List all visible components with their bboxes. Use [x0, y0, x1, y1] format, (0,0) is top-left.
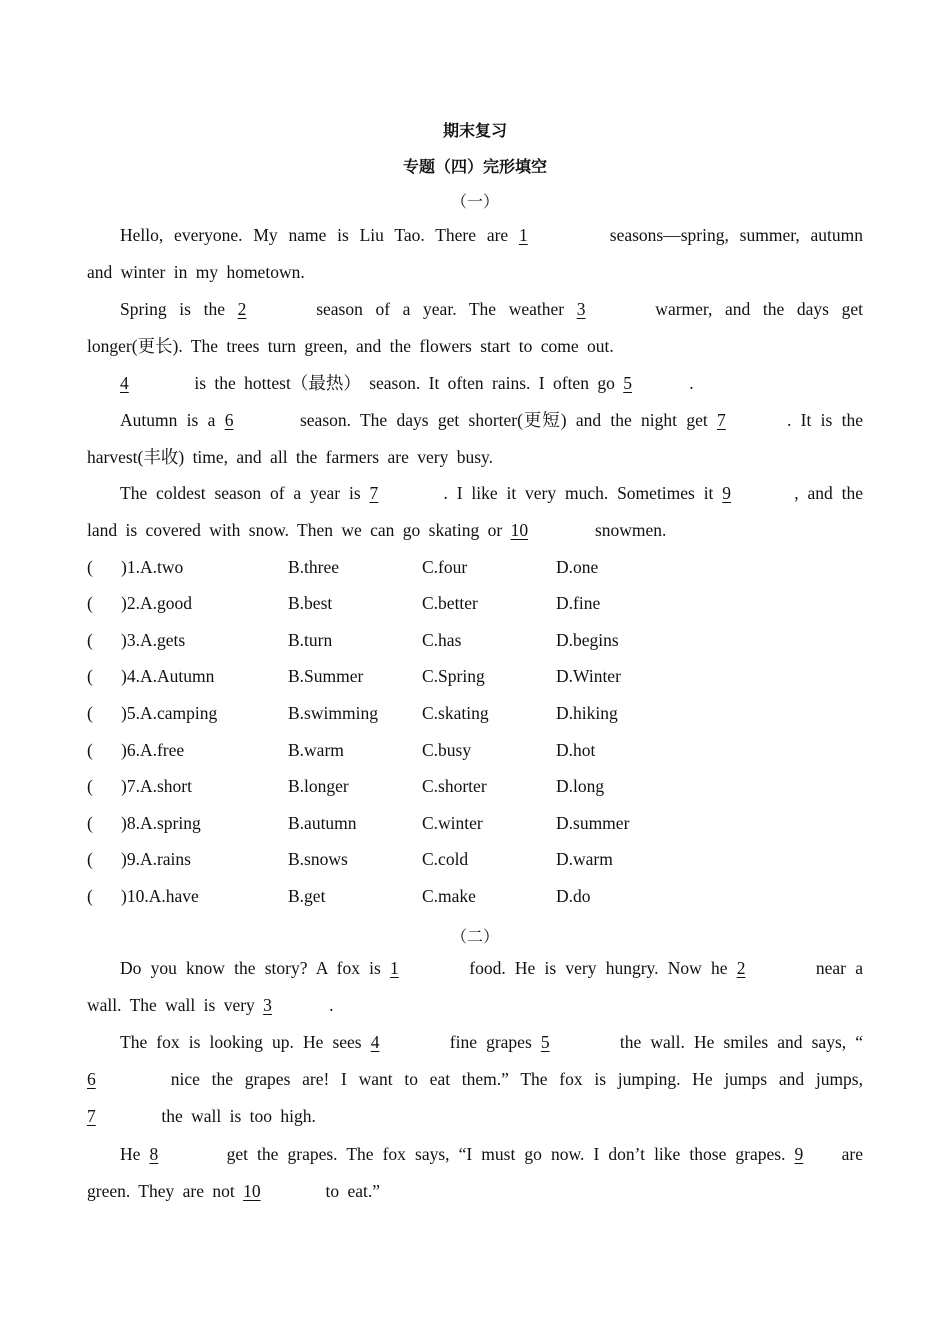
page-subtitle: 专题（四）完形填空 [402, 157, 547, 176]
option-d: D.warm [556, 849, 613, 869]
option-b: B.Summer [288, 666, 364, 686]
option-b: B.best [288, 593, 333, 613]
option-c: C.has [422, 630, 462, 650]
option-row [87, 658, 863, 695]
passage-paragraph [87, 1024, 863, 1135]
option-c: C.four [422, 557, 468, 577]
option-b: B.autumn [288, 813, 357, 833]
option-a: )10.A.have [121, 886, 199, 906]
blank: 1 [518, 225, 528, 245]
answer-paren: ( [87, 703, 93, 723]
option-a: )5.A.camping [121, 703, 218, 723]
passage-text: food. He is very hungry. Now he [460, 958, 737, 978]
option-row [87, 695, 863, 732]
blank: 7 [369, 483, 379, 503]
blank: 2 [237, 299, 247, 319]
passage-text: is the hottest（最热） season. It often rains. I often go [186, 373, 624, 393]
answer-paren: ( [87, 630, 93, 650]
option-c: C.busy [422, 740, 472, 760]
blank: 5 [540, 1032, 550, 1052]
blank: 6 [224, 410, 234, 430]
passage-text: fine grapes [440, 1032, 541, 1052]
blank: 9 [722, 483, 732, 503]
blank: 4 [370, 1032, 380, 1052]
option-row [87, 841, 863, 878]
option-row [87, 585, 863, 622]
passage-paragraph [87, 950, 863, 1024]
option-c: C.Spring [422, 666, 485, 686]
passage-text: He [120, 1144, 150, 1164]
option-row [87, 732, 863, 769]
option-c: C.make [422, 886, 476, 906]
passage-text: The fox is looking up. He sees [120, 1032, 371, 1052]
option-a: )1.A.two [121, 557, 184, 577]
passage-text: are green. They are not [87, 1144, 863, 1201]
blank: 10 [243, 1181, 261, 1201]
page-title: 期末复习 [442, 121, 507, 140]
option-a: )9.A.rains [121, 849, 191, 869]
passage-text: , and the land is covered with snow. Then we can go skating or [87, 483, 863, 540]
answer-paren: ( [87, 886, 93, 906]
passage-text: to eat.” [317, 1181, 381, 1201]
option-row [87, 878, 863, 915]
option-a: )7.A.short [121, 776, 192, 796]
passage-paragraph [87, 217, 863, 291]
passage-text: Autumn is a [120, 410, 225, 430]
option-d: D.Winter [556, 666, 621, 686]
option-d: D.one [556, 557, 599, 577]
option-a: )8.A.spring [121, 813, 201, 833]
answer-paren: ( [87, 666, 93, 686]
blank: 7 [87, 1106, 96, 1126]
passage-text: get the grapes. The fox says, “I must go now. I don’t like those grapes. [217, 1144, 795, 1164]
passage-text: season of a year. The weather [303, 299, 577, 319]
option-d: D.summer [556, 813, 630, 833]
answer-paren: ( [87, 813, 93, 833]
passage-text: the wall is too high. [153, 1106, 316, 1126]
option-a: )3.A.gets [121, 630, 186, 650]
blank: 4 [120, 373, 129, 393]
passage-text: Do you know the story? A fox is [120, 958, 391, 978]
passage-text: Spring is the [120, 299, 238, 319]
answer-paren: ( [87, 849, 93, 869]
passage-text: snowmen. [586, 520, 667, 540]
option-d: D.hiking [556, 703, 618, 723]
passage-text: . I like it very much. Sometimes it [443, 483, 723, 503]
blank: 3 [576, 299, 586, 319]
blank: 7 [717, 410, 726, 430]
passage-paragraph [87, 365, 863, 402]
answer-paren: ( [87, 776, 93, 796]
blank: 6 [87, 1069, 96, 1089]
blank: 3 [263, 995, 272, 1015]
passage-text: near a wall. The wall is very [87, 958, 863, 1015]
option-d: D.fine [556, 593, 601, 613]
option-row [87, 768, 863, 805]
passage-text: Hello, everyone. My name is Liu Tao. There are [120, 225, 519, 245]
passage-text: the wall. He smiles and says, “ [610, 1032, 863, 1052]
option-c: C.winter [422, 813, 483, 833]
section-heading-2: （二） [450, 927, 499, 946]
passage-text: . [329, 995, 334, 1015]
option-b: B.snows [288, 849, 348, 869]
passage-paragraph [87, 1136, 863, 1210]
passage-text: seasons—spring, summer, autumn and winter in my hometown. [87, 225, 863, 282]
passage-text: nice the grapes are! I want to eat them.” The fox is jumping. He jumps and jumps, [159, 1069, 863, 1089]
blank: 2 [736, 958, 746, 978]
passage-text: . [689, 373, 694, 393]
answer-paren: ( [87, 557, 93, 577]
option-d: D.begins [556, 630, 619, 650]
blank: 9 [794, 1144, 804, 1164]
option-c: C.shorter [422, 776, 487, 796]
option-c: C.better [422, 593, 478, 613]
answer-paren: ( [87, 593, 93, 613]
option-b: B.swimming [288, 703, 378, 723]
option-a: )2.A.good [121, 593, 192, 613]
option-b: B.turn [288, 630, 333, 650]
passage-paragraph [87, 475, 863, 549]
option-b: B.three [288, 557, 340, 577]
option-b: B.get [288, 886, 326, 906]
option-b: B.longer [288, 776, 349, 796]
section-heading-1: （一） [450, 192, 499, 211]
blank: 5 [623, 373, 632, 393]
answer-paren: ( [87, 740, 93, 760]
option-row [87, 622, 863, 659]
option-d: D.hot [556, 740, 596, 760]
blank: 1 [390, 958, 399, 978]
option-b: B.warm [288, 740, 344, 760]
option-d: D.do [556, 886, 591, 906]
option-c: C.cold [422, 849, 469, 869]
passage-text: . It is the harvest(丰收) time, and all the farmers are very busy. [87, 410, 863, 467]
passage-text: warmer, and the days get longer(更长). The trees turn green, and the flowers start to come out. [87, 299, 863, 356]
passage-text: The coldest season of a year is [120, 483, 370, 503]
option-a: )6.A.free [121, 740, 185, 760]
blank: 8 [149, 1144, 159, 1164]
option-row [87, 549, 863, 586]
passage-paragraph [87, 291, 863, 365]
option-row [87, 805, 863, 842]
blank: 10 [510, 520, 529, 540]
passage-paragraph [87, 402, 863, 476]
option-a: )4.A.Autumn [121, 666, 215, 686]
option-c: C.skating [422, 703, 489, 723]
passage-text: season. The days get shorter(更短) and the night get [290, 410, 717, 430]
option-d: D.long [556, 776, 605, 796]
